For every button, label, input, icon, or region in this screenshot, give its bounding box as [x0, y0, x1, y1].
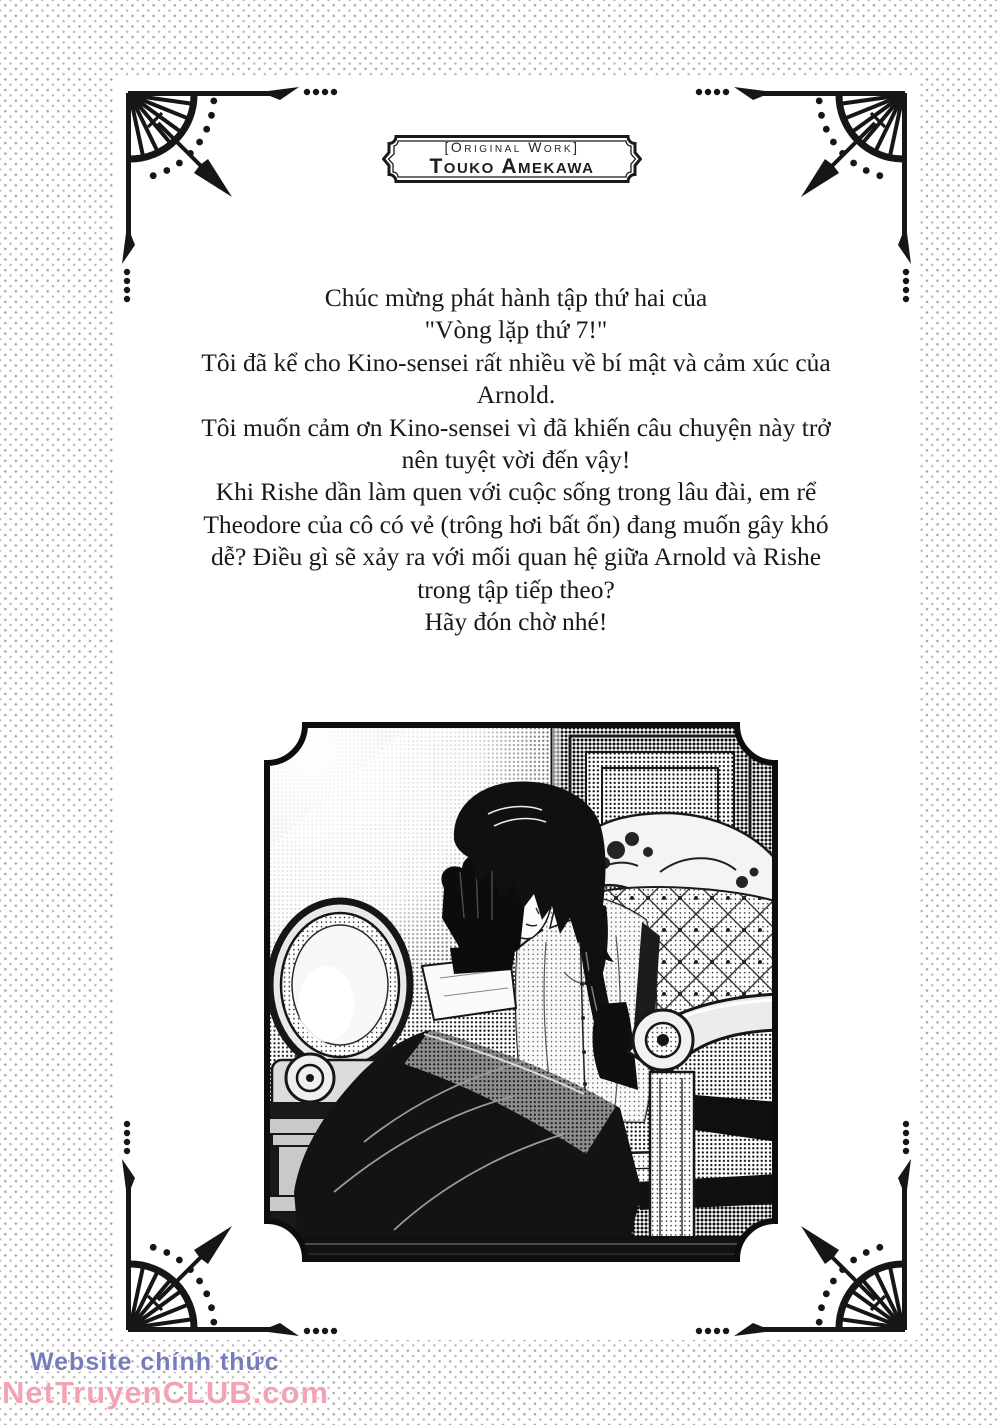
original-work-label: [Original Work]: [444, 139, 580, 155]
author-name: Touko Amekawa: [429, 155, 595, 178]
title-plaque: [382, 133, 642, 185]
watermark-site-type: Website chính thức: [30, 1348, 280, 1376]
afterword-line: Tôi đã kể cho Kino-sensei rất nhiều về bí mật và cảm xúc của: [201, 347, 831, 377]
afterword-line: Tôi muốn cảm ơn Kino-sensei vì đã khiến câu chuyện này trở: [201, 412, 831, 442]
afterword-line: "Vòng lặp thứ 7!": [424, 315, 608, 345]
afterword-line: Khi Rishe dần làm quen với cuộc sống trong lâu đài, em rể: [215, 477, 817, 507]
afterword-line: Hãy đón chờ nhé!: [424, 607, 608, 637]
oval-mirror: [270, 901, 410, 1069]
manga-illustration: [264, 722, 778, 1262]
afterword-line: Chúc mừng phát hành tập thứ hai của: [324, 283, 708, 312]
afterword-line: nên tuyệt vời đến vậy!: [401, 445, 631, 475]
afterword-line: dễ? Điều gì sẽ xảy ra với mối quan hệ giữa Arnold và Rishe: [210, 542, 822, 572]
watermark-site-name: NetTruyenCLUB.com: [2, 1375, 330, 1410]
afterword-line: Arnold.: [476, 380, 556, 410]
afterword-line: trong tập tiếp theo?: [417, 574, 615, 604]
corner-ornament-top-right: [695, 83, 915, 303]
afterword-text: [140, 282, 892, 638]
corner-ornament-top-left: [118, 83, 338, 303]
afterword-line: Theodore của cô có vẻ (trông hơi bất ổn) đang muốn gây khó: [203, 509, 829, 539]
